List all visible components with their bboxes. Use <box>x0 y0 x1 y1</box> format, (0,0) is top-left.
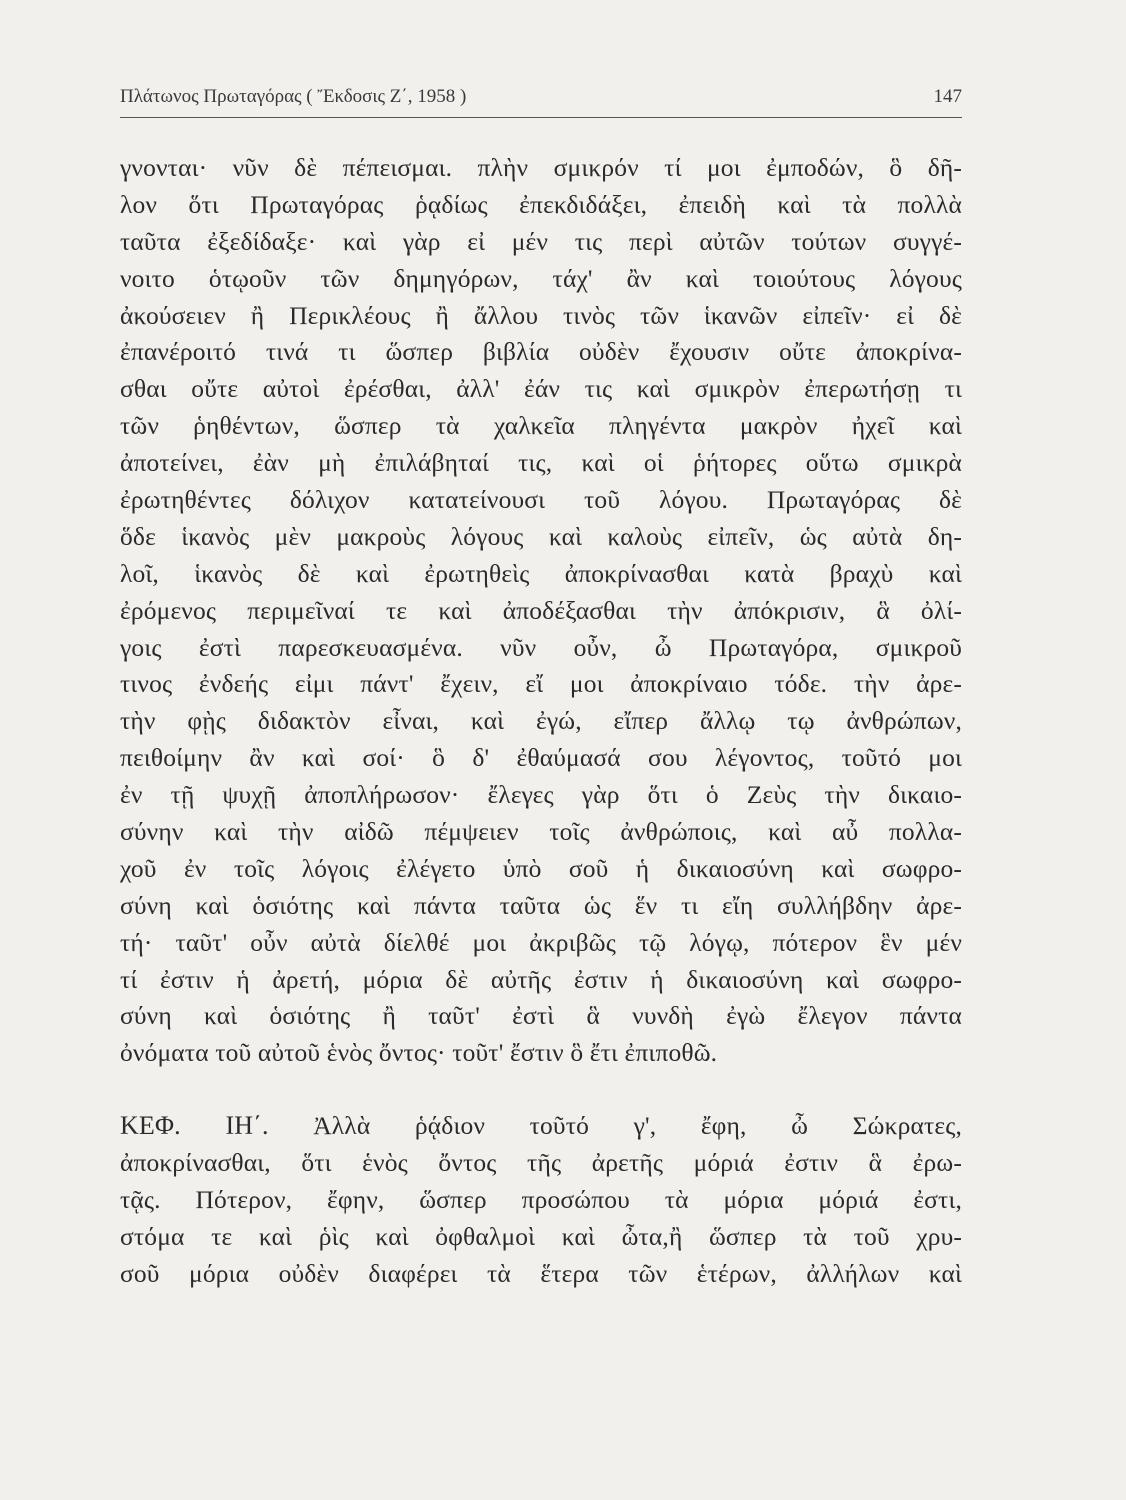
text-line: σύνη καὶ ὁσιότης ἢ ταῦτ' ἐστὶ ἃ νυνδὴ ἐγὼ ἔλεγον πάντα <box>120 1001 962 1031</box>
text-line: ὀνόματα τοῦ αὐτοῦ ἑνὸς ὄντος· τοῦτ' ἔστιν ὃ ἔτι ἐπιποθῶ. <box>120 1038 718 1068</box>
text-line: τή· ταῦτ' οὖν αὐτὰ δίελθέ μοι ἀκριβῶς τῷ λόγῳ, πότερον ἓν μέν <box>120 927 962 957</box>
text-line: νοιτο ὁτῳοῦν τῶν δημηγόρων, τάχ' ἂν καὶ τοιούτους λόγους <box>120 263 962 293</box>
text-line: ἐρόμενος περιμεῖναί τε καὶ ἀποδέξασθαι τὴν ἀπόκρισιν, ἃ ὀλί- <box>120 595 962 625</box>
text-line: ἐρωτηθέντες δόλιχον κατατείνουσι τοῦ λόγου. Πρωταγόρας δὲ <box>120 485 962 515</box>
paragraph <box>120 1108 962 1292</box>
paragraph <box>120 150 962 1072</box>
text-line: ταῦτα ἐξεδίδαξε· καὶ γὰρ εἰ μέν τις περὶ αὐτῶν τούτων συγγέ- <box>120 226 962 256</box>
text-line: τῶν ῥηθέντων, ὥσπερ τὰ χαλκεῖα πληγέντα μακρὸν ἠχεῖ καὶ <box>120 411 962 441</box>
text-line: σθαι οὔτε αὐτοὶ ἐρέσθαι, ἀλλ' ἐάν τις καὶ σμικρὸν ἐπερωτήσῃ τι <box>120 374 962 404</box>
text-line: σύνην καὶ τὴν αἰδῶ πέμψειεν τοῖς ἀνθρώποις, καὶ αὖ πολλα- <box>120 817 962 847</box>
text-line: λον ὅτι Πρωταγόρας ῥᾳδίως ἐπεκδιδάξει, ἐπειδὴ καὶ τὰ πολλὰ <box>120 189 962 219</box>
text-line: ἀκούσειεν ἢ Περικλέους ἢ ἄλλου τινὸς τῶν ἱκανῶν εἰπεῖν· εἰ δὲ <box>120 300 962 330</box>
running-head <box>120 86 962 116</box>
text-line: ἐν τῇ ψυχῇ ἀποπλήρωσον· ἔλεγες γὰρ ὅτι ὁ Ζεὺς τὴν δικαιο- <box>120 780 962 810</box>
running-title: Πλάτωνος Πρωταγόρας ( Ἔκδοσις Ζ΄, 1958 ) <box>120 86 467 107</box>
text-line: σοῦ μόρια οὐδὲν διαφέρει τὰ ἕτερα τῶν ἑτέρων, ἀλλήλων καὶ <box>120 1258 962 1288</box>
text-line: τᾷς. Πότερον, ἔφην, ὥσπερ προσώπου τὰ μόρια μόριά ἐστι, <box>120 1185 962 1215</box>
text-line: πειθοίμην ἂν καὶ σοί· ὃ δ' ἐθαύμασά σου λέγοντος, τοῦτό μοι <box>120 743 962 773</box>
text-line: στόμα τε καὶ ῥὶς καὶ ὀφθαλμοὶ καὶ ὦτα,ἢ ὥσπερ τὰ τοῦ χρυ- <box>120 1221 962 1251</box>
text-line: τί ἐστιν ἡ ἀρετή, μόρια δὲ αὐτῆς ἐστιν ἡ δικαιοσύνη καὶ σωφρο- <box>120 964 962 994</box>
text-line: ἀποκρίνασθαι, ὅτι ἑνὸς ὄντος τῆς ἀρετῆς μόριά ἐστιν ἃ ἐρω- <box>120 1148 962 1178</box>
text-line: χοῦ ἐν τοῖς λόγοις ἐλέγετο ὑπὸ σοῦ ἡ δικαιοσύνη καὶ σωφρο- <box>120 853 962 883</box>
text-run: Ἀλλὰ ῥᾴδιον τοῦτό γ', ἔφη, ὦ Σώκρατες, <box>268 1111 962 1141</box>
body-text <box>120 150 962 1293</box>
text-line: λοῖ, ἱκανὸς δὲ καὶ ἐρωτηθεὶς ἀποκρίνασθαι κατὰ βραχὺ καὶ <box>120 558 962 588</box>
text-line: σύνη καὶ ὁσιότης καὶ πάντα ταῦτα ὡς ἕν τι εἴη συλλήβδην ἀρε- <box>120 890 962 920</box>
text-line: γοις ἐστὶ παρεσκευασμένα. νῦν οὖν, ὦ Πρωταγόρα, σμικροῦ <box>120 632 962 662</box>
page-number: 147 <box>933 86 962 107</box>
text-line: τινος ἐνδεής εἰμι πάντ' ἔχειν, εἴ μοι ἀποκρίναιο τόδε. τὴν ἀρε- <box>120 669 962 699</box>
paragraph-gap <box>120 1072 962 1108</box>
header-rule <box>120 117 962 118</box>
text-line: τὴν φῂς διδακτὸν εἶναι, καὶ ἐγώ, εἴπερ ἄλλῳ τῳ ἀνθρώπων, <box>120 706 962 736</box>
text-line: γνονται· νῦν δὲ πέπεισμαι. πλὴν σμικρόν τί μοι ἐμποδών, ὃ δῆ- <box>120 153 962 182</box>
text-line: ὅδε ἱκανὸς μὲν μακροὺς λόγους καὶ καλοὺς εἰπεῖν, ὡς αὐτὰ δη- <box>120 521 962 551</box>
text-line <box>120 1108 962 1145</box>
text-line: ἐπανέροιτό τινά τι ὥσπερ βιβλία οὐδὲν ἔχουσιν οὔτε ἀποκρίνα- <box>120 337 962 367</box>
chapter-label: ΚΕΦ. ΙΗ΄. <box>120 1111 269 1141</box>
text-line: ἀποτείνει, ἐὰν μὴ ἐπιλάβηταί τις, καὶ οἱ ῥήτορες οὕτω σμικρὰ <box>120 448 962 478</box>
